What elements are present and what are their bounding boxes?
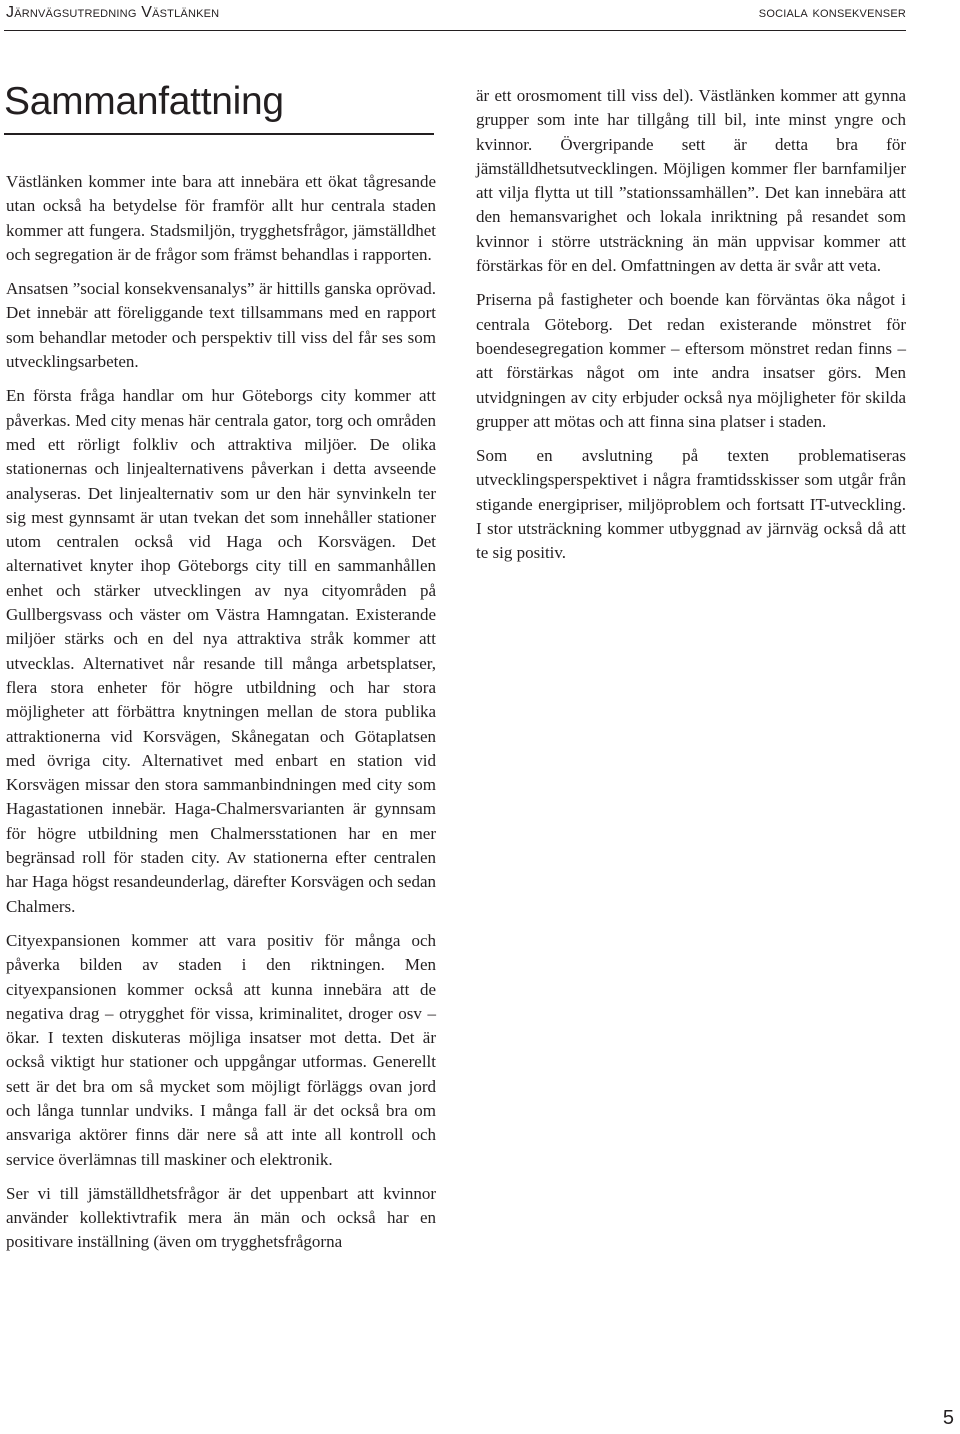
paragraph-intro: Västlänken kommer inte bara att innebära ett ökat tågresande utan också ha betydelse för framför allt hur centrala staden kommer att fungera. Stadsmiljön, trygghetsfrågor, jämställdhet och segregation är de frågor som främst behandlas i rapporten. bbox=[6, 172, 436, 264]
right-column bbox=[476, 84, 906, 576]
paragraph-gender-start: Ser vi till jämställdhetsfrågor är det uppenbart att kvinnor använder kollektivtrafik mera än män och också har en positivare inställning (även om trygghetsfrågorna bbox=[6, 1183, 436, 1252]
header-report-title: Järnvägsutredning Västlänken bbox=[6, 4, 220, 21]
title-rule bbox=[4, 133, 434, 135]
page-title: Sammanfattning bbox=[4, 80, 284, 123]
header-rule bbox=[4, 30, 906, 31]
paragraph-conclusion: Som en avslutning på texten problematiseras utvecklingsperspektivet i några framtidsskisser som utgår från stigande energipriser, miljöproblem och fortsatt IT-utveckling. I stor utsträckning kommer utbyggnad av järnväg också då att te sig positiv. bbox=[476, 446, 906, 563]
running-header bbox=[0, 0, 960, 40]
paragraph-method: Ansatsen ”social konsekvensanalys” är hittills ganska oprövad. Det innebär att föreliggande text tillsammans med en rapport som behandlar metoder och perspektiv till viss del får ses som utvecklingsarbeten. bbox=[6, 279, 436, 372]
page-number: 5 bbox=[942, 1407, 954, 1429]
paragraph-segregation: Priserna på fastigheter och boende kan förväntas öka något i centrala Göteborg. Det redan existerande mönstret för boendesegregation kommer – eftersom mönstret redan finns – att förstärkas något om inte andra insatser görs. Men utvidgningen av city erbjuder också nya möjligheter för skilda grupper att mötas och att finna sina platser i staden. bbox=[476, 290, 906, 431]
left-column bbox=[6, 170, 436, 1265]
paragraph-cityexpansion: Cityexpansionen kommer att vara positiv för många och påverka bilden av staden i den riktningen. Men cityexpansionen kommer också att kunna innebära att de negativa drag – otrygghet för vissa, kriminalitet, droger osv – ökar. I texten diskuteras möjliga insatser mot detta. Det är också viktigt hur stationer och uppgångar utformas. Generellt sett är det bra om så mycket som möjligt förläggs ovan jord och långa tunnlar undviks. I många fall är det också bra om ansvariga aktörer finns där nere så att inte all kontroll och service överlämnas till maskiner och elektronik. bbox=[6, 930, 436, 1169]
paragraph-city: En första fråga handlar om hur Göteborgs city kommer att påverkas. Med city menas här centrala gator, torg och områden med ett rörligt folkliv och attraktiva miljöer. De olika stationernas och linjealternativens påverkan i detta avseende analyseras. Det linjealternativ som ur den här synvinkeln ter sig mest gynnsamt är utan tvekan det som innehåller stationer utom centralen också vid Haga och Korsvägen. Det alternativet knyter ihop Göteborgs city till en sammanhållen enhet och stärker utvecklingen av nya cityområden på Gullbergsvass och väster om Västra Hamngatan. Existerande miljöer stärks och en del nya attraktiva stråk kommer att utvecklas. Alternativet når resande till många arbetsplatser, flera stora enheter för högre utbildning och har stora möjligheter att förbättra knytningen mellan de stora publika attraktionerna vid Korsvägen, Skånegatan och Götaplatsen med övriga city. Alternativet med enbart en station vid Korsvägen missar den stora sammanbindningen med city som Hagastationen innebär. Haga-Chalmersvarianten är gynnsam för högre utbildning men Chalmersstationen har en mer begränsad roll för staden city. Av stationerna efter centralen har Haga högst resandeunderlag, därefter Korsvägen och sedan Chalmers. bbox=[6, 386, 436, 916]
paragraph-gender-cont: är ett orosmoment till viss del). Västlänken kommer att gynna grupper som inte har tillgång till bil, inte minst yngre och kvinnor. Övergripande sett är detta bra för jämställdhetsutvecklingen. Möjligen kommer fler barnfamiljer att vilja flytta ut till ”stationssamhällen”. Det kan innebära att den hemansvarighet och lokala inriktning på resandet som kvinnor i större utsträckning än män uppvisar kommer att förstärkas för en del. Omfattningen av detta är svår att veta. bbox=[476, 86, 906, 276]
header-section-title: sociala konsekvenser bbox=[758, 4, 906, 21]
